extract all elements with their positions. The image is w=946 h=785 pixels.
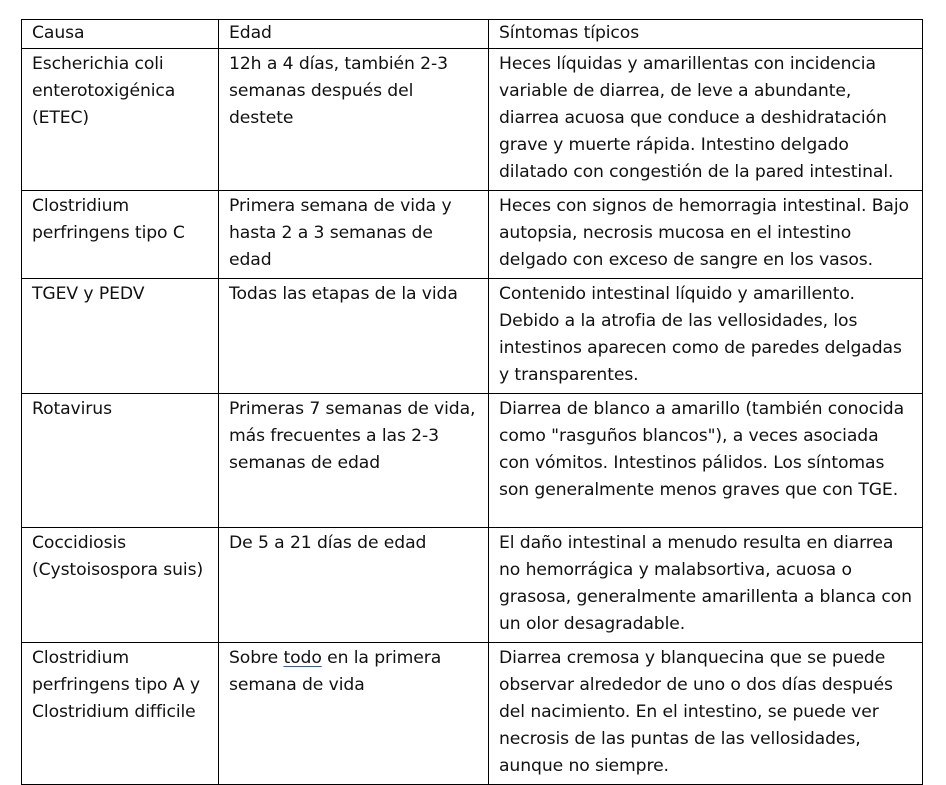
header-sintomas: Síntomas típicos [489,20,923,49]
causes-table [21,19,923,785]
edad-text-post: en la primera semana de vida [229,648,442,695]
cell-sintomas: Diarrea de blanco a amarillo (también conocida como "rasguños blancos"), a veces asociada con vómitos. Intestinos pálidos. Los síntomas son generalmente menos graves que con TGE. [489,394,923,528]
cell-edad: De 5 a 21 días de edad [219,528,489,643]
cell-edad: Primeras 7 semanas de vida, más frecuentes a las 2-3 semanas de edad [219,394,489,528]
table-row [22,279,923,394]
cell-causa: TGEV y PEDV [22,279,219,394]
cell-causa: Clostridium perfringens tipo A y Clostridium difficile [22,643,219,785]
cell-causa: Rotavirus [22,394,219,528]
table-row [22,49,923,191]
cell-sintomas: Heces líquidas y amarillentas con incidencia variable de diarrea, de leve a abundante, diarrea acuosa que conduce a deshidratación grave y muerte rápida. Intestino delgado dilatado con congestión de la pared intestinal. [489,49,923,191]
cell-sintomas: Diarrea cremosa y blanquecina que se puede observar alrededor de uno o dos días después del nacimiento. En el intestino, se puede ver necrosis de las puntas de las vellosidades, aunque no siempre. [489,643,923,785]
table-header-row [22,20,923,49]
cell-edad: 12h a 4 días, también 2-3 semanas después del destete [219,49,489,191]
table-row [22,528,923,643]
cell-edad: Todas las etapas de la vida [219,279,489,394]
table-row [22,191,923,279]
cell-causa: Clostridium perfringens tipo C [22,191,219,279]
cell-sintomas: El daño intestinal a menudo resulta en diarrea no hemorrágica y malabsortiva, acuosa o grasosa, generalmente amarillenta a blanca con un olor desagradable. [489,528,923,643]
table-row [22,394,923,528]
edad-text-pre: Sobre [229,648,284,668]
cell-edad: Primera semana de vida y hasta 2 a 3 semanas de edad [219,191,489,279]
cell-edad [219,643,489,785]
edad-text-underlined: todo [283,648,322,668]
table-row [22,643,923,785]
header-causa: Causa [22,20,219,49]
cell-causa: Escherichia coli enterotoxigénica (ETEC) [22,49,219,191]
header-edad: Edad [219,20,489,49]
cell-causa: Coccidiosis (Cystoisospora suis) [22,528,219,643]
cell-sintomas: Heces con signos de hemorragia intestinal. Bajo autopsia, necrosis mucosa en el intestino delgado con exceso de sangre en los vasos. [489,191,923,279]
cell-sintomas: Contenido intestinal líquido y amarillento. Debido a la atrofia de las vellosidades, los intestinos aparecen como de paredes delgadas y transparentes. [489,279,923,394]
